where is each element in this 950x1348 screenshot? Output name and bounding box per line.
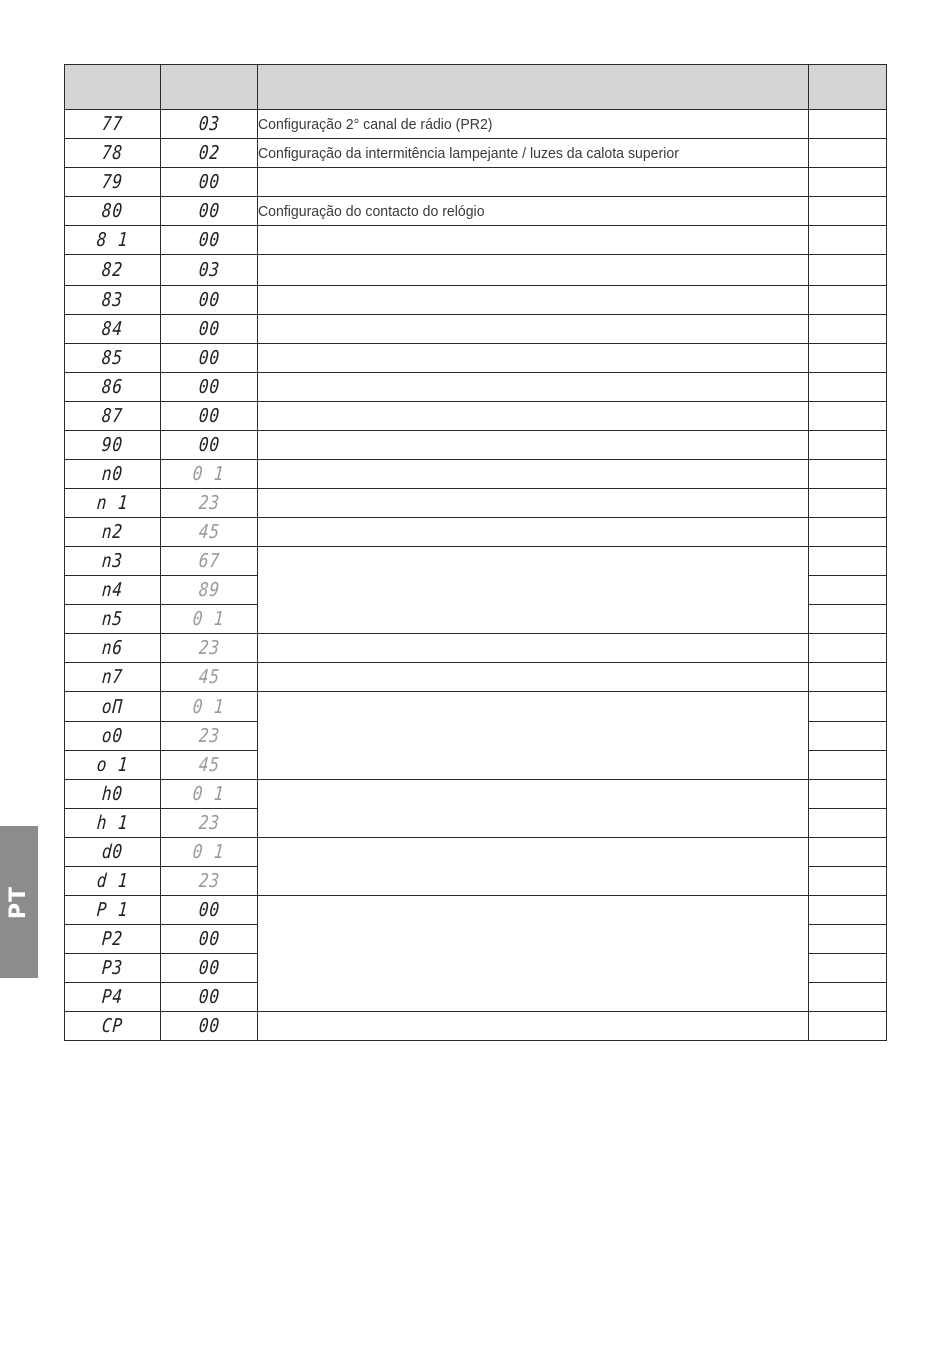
parameter-code-text: n2: [101, 521, 124, 543]
default-value: [161, 460, 258, 489]
default-value: [161, 315, 258, 344]
parameter-code-text: 78: [101, 142, 124, 164]
table-row: [65, 197, 887, 226]
parameter-code-text: 8 1: [95, 229, 130, 251]
language-tab: [0, 826, 38, 978]
table-row: [65, 110, 887, 139]
parameter-code-text: n5: [101, 608, 124, 630]
default-value-text: 03: [197, 113, 221, 135]
set-value-cell: [809, 489, 887, 518]
default-value-text: 23: [197, 637, 221, 659]
default-value: [161, 226, 258, 255]
set-value-cell: [809, 168, 887, 197]
default-value: [161, 896, 258, 925]
description: [258, 1012, 809, 1041]
parameter-code-text: 79: [101, 171, 124, 193]
description: [258, 139, 809, 168]
default-value-text: 67: [197, 550, 221, 572]
set-value-cell: [809, 605, 887, 634]
description: [258, 373, 809, 402]
parameter-code: [65, 896, 161, 925]
description: [258, 226, 809, 255]
set-value-cell: [809, 547, 887, 576]
parameter-code-text: 85: [101, 347, 124, 369]
default-value-text: 45: [197, 521, 221, 543]
parameter-code: [65, 518, 161, 547]
description-text: Configuração da intermitência lampejante / luzes da calota superior: [258, 144, 679, 162]
default-value-text: 00: [197, 376, 221, 398]
parameter-code: [65, 634, 161, 663]
table-row: [65, 634, 887, 663]
default-value: [161, 344, 258, 373]
default-value: [161, 110, 258, 139]
parameter-code-text: 87: [101, 405, 124, 427]
parameter-code-text: h0: [101, 783, 124, 805]
table-row: [65, 780, 887, 809]
set-value-cell: [809, 663, 887, 692]
description: [258, 168, 809, 197]
table-row: [65, 344, 887, 373]
set-value-cell: [809, 373, 887, 402]
default-value: [161, 576, 258, 605]
parameter-code: [65, 197, 161, 226]
default-value-text: 23: [197, 725, 221, 747]
default-value: [161, 197, 258, 226]
set-value-cell: [809, 838, 887, 867]
parameter-code: [65, 954, 161, 983]
set-value-cell: [809, 344, 887, 373]
set-value-cell: [809, 634, 887, 663]
table-row: [65, 460, 887, 489]
table-row: [65, 402, 887, 431]
set-value-cell: [809, 751, 887, 780]
parameter-code-text: 83: [101, 289, 124, 311]
default-value-text: 00: [197, 928, 221, 950]
default-value-text: 45: [197, 754, 221, 776]
parameter-code: [65, 255, 161, 286]
description: [258, 518, 809, 547]
description: [258, 838, 809, 896]
parameter-code: [65, 402, 161, 431]
default-value: [161, 255, 258, 286]
table-row: [65, 518, 887, 547]
default-value: [161, 605, 258, 634]
description: [258, 634, 809, 663]
parameter-code-text: 77: [101, 113, 124, 135]
parameter-code: [65, 780, 161, 809]
default-value: [161, 663, 258, 692]
default-value-text: 00: [197, 289, 221, 311]
table-row: [65, 373, 887, 402]
parameter-code: [65, 692, 161, 722]
table-row: [65, 1012, 887, 1041]
set-value-cell: [809, 197, 887, 226]
parameter-code: [65, 489, 161, 518]
default-value: [161, 634, 258, 663]
parameter-code: [65, 722, 161, 751]
parameter-code-text: n4: [101, 579, 124, 601]
parameter-code: [65, 110, 161, 139]
parameter-code: [65, 838, 161, 867]
table-row: [65, 286, 887, 315]
parameter-code: [65, 576, 161, 605]
description: [258, 286, 809, 315]
default-value: [161, 780, 258, 809]
description: [258, 460, 809, 489]
parameter-code-text: h 1: [95, 812, 130, 834]
default-value: [161, 983, 258, 1012]
table-header-row: [65, 65, 887, 110]
description: [258, 547, 809, 634]
set-value-cell: [809, 722, 887, 751]
set-value-cell: [809, 226, 887, 255]
set-value-cell: [809, 576, 887, 605]
set-value-cell: [809, 431, 887, 460]
table-row: [65, 255, 887, 286]
parameter-code: [65, 286, 161, 315]
table-row: [65, 431, 887, 460]
default-value: [161, 809, 258, 838]
default-value: [161, 838, 258, 867]
description-text: Configuração do contacto do relógio: [258, 202, 485, 220]
set-value-cell: [809, 1012, 887, 1041]
default-value: [161, 751, 258, 780]
default-value: [161, 692, 258, 722]
default-value: [161, 1012, 258, 1041]
set-value-cell: [809, 692, 887, 722]
default-value-text: 00: [197, 200, 221, 222]
parameter-table: [64, 64, 887, 1041]
parameter-code-text: P3: [101, 957, 124, 979]
default-value-text: 0 1: [192, 783, 226, 805]
default-value-text: 00: [197, 347, 221, 369]
default-value-text: 00: [197, 1015, 221, 1037]
default-value: [161, 925, 258, 954]
description: [258, 780, 809, 838]
description: [258, 255, 809, 286]
header-default: [161, 65, 258, 110]
parameter-code: [65, 605, 161, 634]
default-value-text: 00: [197, 405, 221, 427]
header-parameter: [65, 65, 161, 110]
parameter-code: [65, 1012, 161, 1041]
parameter-code-text: 86: [101, 376, 124, 398]
table-row: [65, 168, 887, 197]
table-row: [65, 226, 887, 255]
parameter-code: [65, 925, 161, 954]
set-value-cell: [809, 809, 887, 838]
default-value: [161, 168, 258, 197]
default-value: [161, 489, 258, 518]
parameter-code-text: o 1: [95, 754, 130, 776]
parameter-code-text: CP: [101, 1015, 124, 1037]
parameter-code: [65, 867, 161, 896]
parameter-code: [65, 139, 161, 168]
parameter-code-text: 90: [101, 434, 124, 456]
set-value-cell: [809, 954, 887, 983]
default-value-text: 02: [197, 142, 221, 164]
description-text: Configuração 2° canal de rádio (PR2): [258, 115, 493, 133]
set-value-cell: [809, 139, 887, 168]
description: [258, 692, 809, 780]
parameter-code: [65, 809, 161, 838]
default-value-text: 23: [197, 492, 221, 514]
default-value: [161, 722, 258, 751]
table-row: [65, 139, 887, 168]
set-value-cell: [809, 896, 887, 925]
table-row: [65, 896, 887, 925]
default-value: [161, 373, 258, 402]
parameter-code-text: 82: [101, 259, 124, 281]
set-value-cell: [809, 460, 887, 489]
default-value-text: 0 1: [192, 608, 226, 630]
table-row: [65, 663, 887, 692]
default-value: [161, 518, 258, 547]
parameter-code: [65, 663, 161, 692]
default-value: [161, 402, 258, 431]
default-value-text: 0 1: [192, 695, 226, 718]
parameter-code: [65, 315, 161, 344]
parameter-code: [65, 460, 161, 489]
parameter-code: [65, 547, 161, 576]
parameter-code-text: n7: [101, 666, 124, 688]
parameter-code-text: oΠ: [101, 695, 124, 718]
default-value-text: 03: [197, 259, 221, 281]
set-value-cell: [809, 286, 887, 315]
header-description: [258, 65, 809, 110]
table-body: [65, 110, 887, 1041]
table-row: [65, 489, 887, 518]
default-value-text: 23: [197, 812, 221, 834]
default-value: [161, 867, 258, 896]
parameter-code-text: n0: [101, 463, 124, 485]
default-value: [161, 431, 258, 460]
parameter-code: [65, 344, 161, 373]
default-value-text: 00: [197, 434, 221, 456]
parameter-code: [65, 373, 161, 402]
parameter-code-text: 80: [101, 200, 124, 222]
default-value-text: 00: [197, 229, 221, 251]
default-value-text: 23: [197, 870, 221, 892]
set-value-cell: [809, 255, 887, 286]
description: [258, 431, 809, 460]
parameter-code: [65, 983, 161, 1012]
parameter-code-text: d0: [101, 841, 124, 863]
description: [258, 315, 809, 344]
set-value-cell: [809, 925, 887, 954]
description: [258, 663, 809, 692]
default-value-text: 0 1: [192, 463, 226, 485]
default-value-text: 00: [197, 957, 221, 979]
description: [258, 489, 809, 518]
default-value: [161, 954, 258, 983]
set-value-cell: [809, 518, 887, 547]
default-value-text: 89: [197, 579, 221, 601]
set-value-cell: [809, 315, 887, 344]
language-tab-label: PT: [6, 885, 32, 919]
parameter-code: [65, 751, 161, 780]
set-value-cell: [809, 110, 887, 139]
set-value-cell: [809, 867, 887, 896]
header-set-value: [809, 65, 887, 110]
default-value-text: 00: [197, 986, 221, 1008]
default-value: [161, 286, 258, 315]
parameter-code-text: P2: [101, 928, 124, 950]
parameter-code-text: n6: [101, 637, 124, 659]
parameter-code-text: n 1: [95, 492, 130, 514]
parameter-code: [65, 226, 161, 255]
table-row: [65, 315, 887, 344]
set-value-cell: [809, 983, 887, 1012]
description: [258, 110, 809, 139]
table-row: [65, 838, 887, 867]
description: [258, 896, 809, 1012]
parameter-code-text: d 1: [95, 870, 130, 892]
table-row: [65, 692, 887, 722]
default-value-text: 00: [197, 899, 221, 921]
default-value: [161, 139, 258, 168]
description: [258, 402, 809, 431]
description: [258, 344, 809, 373]
set-value-cell: [809, 402, 887, 431]
parameter-code-text: P4: [101, 986, 124, 1008]
parameter-code-text: o0: [101, 725, 124, 747]
table-row: [65, 547, 887, 576]
default-value: [161, 547, 258, 576]
default-value-text: 00: [197, 171, 221, 193]
default-value-text: 45: [197, 666, 221, 688]
default-value-text: 00: [197, 318, 221, 340]
parameter-code: [65, 168, 161, 197]
parameter-code-text: P 1: [95, 899, 130, 921]
parameter-code-text: 84: [101, 318, 124, 340]
parameter-code-text: n3: [101, 550, 124, 572]
description: [258, 197, 809, 226]
default-value-text: 0 1: [192, 841, 226, 863]
set-value-cell: [809, 780, 887, 809]
parameter-code: [65, 431, 161, 460]
